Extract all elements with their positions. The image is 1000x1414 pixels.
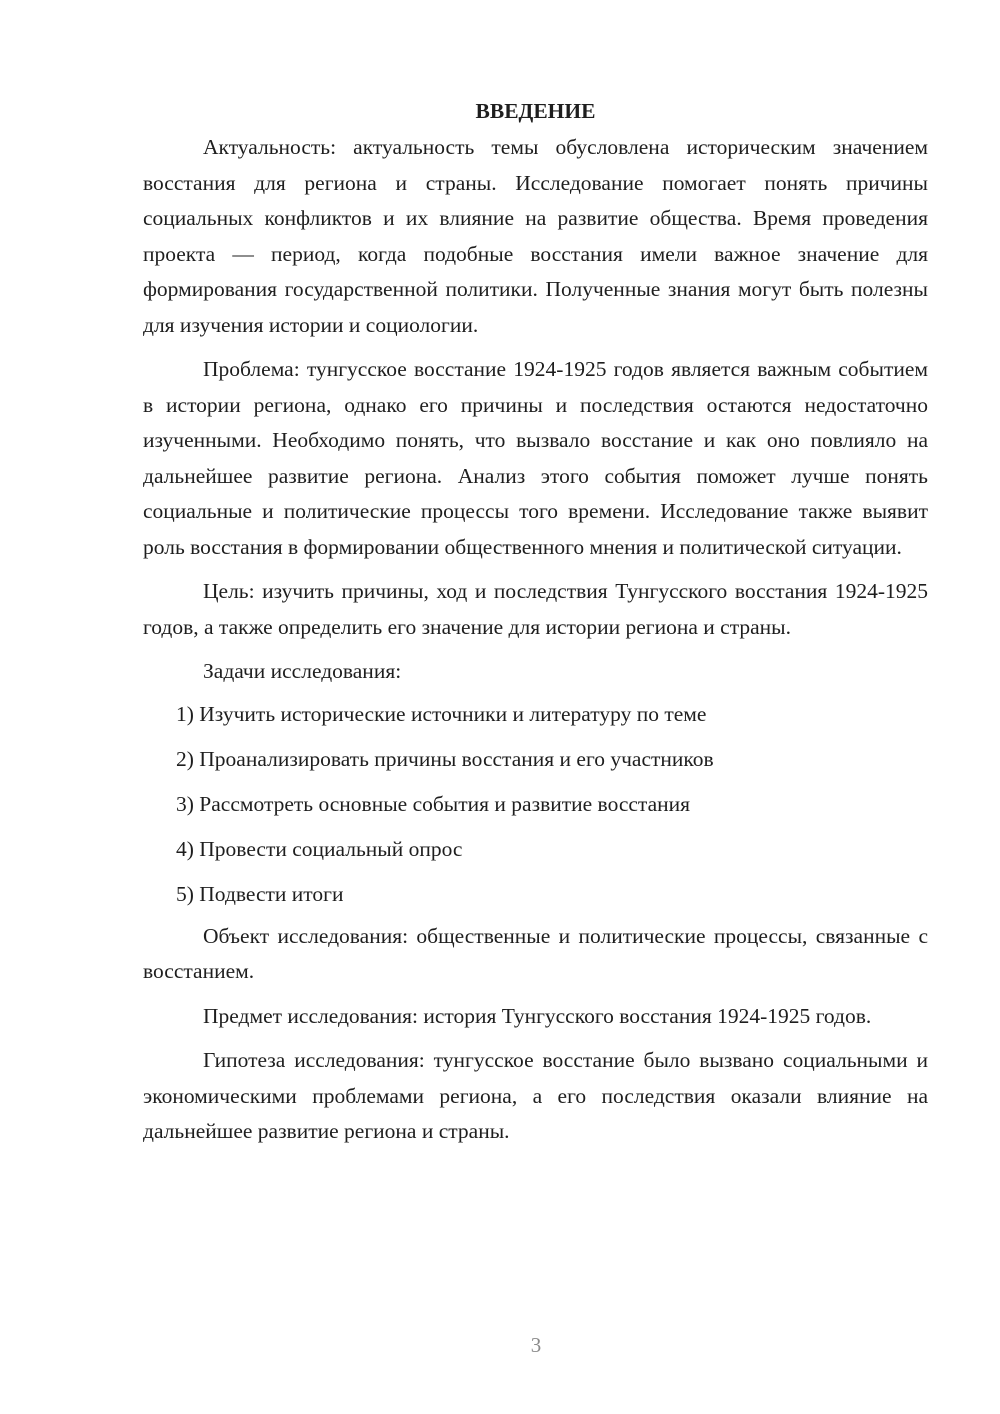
paragraph-subject: Предмет исследования: история Тунгусского восстания 1924-1925 годов.	[203, 1003, 872, 1028]
paragraph-object: Объект исследования: общественные и политические процессы, связанные с восстанием.	[143, 923, 928, 983]
paragraph-problem: Проблема: тунгусское восстание 1924-1925 годов является важным событием в истории региона, однако его причины и последствия остаются недостаточно изученными. Необходимо понять, что вызвало восстание и как оно повлияло на дальнейшее развитие региона. Анализ этого события поможет лучше понять социальные и политические процессы того времени. Исследование также выявит роль восстания в формировании общественного мнения и политической ситуации.	[143, 357, 928, 559]
task-item: 4) Провести социальный опрос	[176, 836, 463, 861]
tasks-list	[143, 692, 928, 917]
task-item: 5) Подвести итоги	[176, 881, 344, 906]
task-item: 3) Рассмотреть основные события и развитие восстания	[176, 791, 691, 816]
tasks-heading: Задачи исследования:	[203, 659, 402, 683]
page-number: 3	[530, 1333, 542, 1357]
paragraph-goal: Цель: изучить причины, ход и последствия Тунгусского восстания 1924-1925 годов, а также определить его значение для истории региона и страны.	[143, 579, 928, 639]
paragraph-relevance: Актуальность: актуальность темы обусловлена историческим значением восстания для региона и страны. Исследование помогает понять причины социальных конфликтов и их влияние на развитие общества. Время проведения проекта — период, когда подобные восстания имели важное значение для формирования государственной политики. Полученные знания могут быть полезны для изучения истории и социологии.	[143, 135, 928, 337]
section-title: ВВЕДЕНИЕ	[475, 99, 596, 123]
task-item: 1) Изучить исторические источники и литературу по теме	[176, 701, 707, 726]
document-page	[143, 96, 928, 1159]
paragraph-hypothesis: Гипотеза исследования: тунгусское восстание было вызвано социальными и экономическими проблемами региона, а его последствия оказали влияние на дальнейшее развитие региона и страны.	[143, 1048, 928, 1143]
task-item: 2) Проанализировать причины восстания и его участников	[176, 746, 714, 771]
